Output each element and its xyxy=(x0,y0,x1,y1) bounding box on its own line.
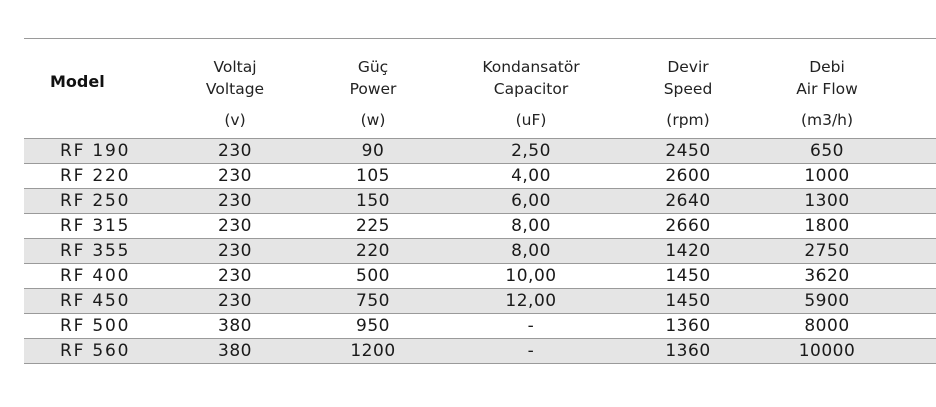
table-body xyxy=(24,138,936,364)
cell-airflow: 1000 xyxy=(804,166,850,186)
cell-speed: 1450 xyxy=(665,266,711,286)
cell-model: RF 500 xyxy=(60,316,131,336)
header-capacitor-en: Capacitor xyxy=(493,80,569,98)
cell-capacitor: 4,00 xyxy=(511,166,551,186)
cell-voltage: 230 xyxy=(218,141,252,161)
cell-speed: 1360 xyxy=(665,341,711,361)
cell-speed: 1360 xyxy=(665,316,711,336)
cell-capacitor: 8,00 xyxy=(511,216,551,236)
cell-voltage: 380 xyxy=(218,316,252,336)
cell-power: 150 xyxy=(356,191,390,211)
cell-speed: 1450 xyxy=(665,291,711,311)
cell-model: RF 220 xyxy=(60,166,131,186)
cell-airflow: 2750 xyxy=(804,241,850,261)
cell-model: RF 355 xyxy=(60,241,131,261)
cell-speed: 1420 xyxy=(665,241,711,261)
cell-model: RF 400 xyxy=(60,266,131,286)
header-airflow-tr: Debi xyxy=(809,58,845,76)
cell-model: RF 315 xyxy=(60,216,131,236)
cell-model: RF 560 xyxy=(60,341,131,361)
table-row xyxy=(24,213,936,238)
table-row xyxy=(24,338,936,364)
spec-table xyxy=(24,38,936,364)
header-speed-unit: (rpm) xyxy=(666,111,710,129)
cell-power: 500 xyxy=(356,266,390,286)
header-power-tr: Güç xyxy=(357,58,389,76)
header-airflow-en: Air Flow xyxy=(796,80,858,98)
cell-airflow: 1800 xyxy=(804,216,850,236)
cell-power: 105 xyxy=(356,166,390,186)
header-power-en: Power xyxy=(349,80,397,98)
cell-voltage: 230 xyxy=(218,291,252,311)
cell-capacitor: 8,00 xyxy=(511,241,551,261)
cell-airflow: 10000 xyxy=(798,341,856,361)
cell-capacitor: 12,00 xyxy=(505,291,557,311)
cell-speed: 2600 xyxy=(665,166,711,186)
table-row xyxy=(24,288,936,313)
header-voltage-unit: (v) xyxy=(224,111,246,129)
header-voltage-en: Voltage xyxy=(205,80,265,98)
header-capacitor-unit: (uF) xyxy=(515,111,547,129)
table-header xyxy=(24,39,936,138)
cell-capacitor: 10,00 xyxy=(505,266,557,286)
table-row xyxy=(24,313,936,338)
header-speed-tr: Devir xyxy=(667,58,709,76)
cell-capacitor: - xyxy=(527,316,535,336)
cell-voltage: 230 xyxy=(218,266,252,286)
cell-capacitor: 2,50 xyxy=(511,141,551,161)
cell-power: 90 xyxy=(361,141,385,161)
header-capacitor-tr: Kondansatör xyxy=(482,58,580,76)
header-power-unit: (w) xyxy=(360,111,386,129)
table-row xyxy=(24,238,936,263)
header-speed-en: Speed xyxy=(663,80,713,98)
cell-airflow: 650 xyxy=(810,141,844,161)
cell-power: 1200 xyxy=(350,341,396,361)
cell-speed: 2660 xyxy=(665,216,711,236)
cell-capacitor: - xyxy=(527,341,535,361)
cell-voltage: 230 xyxy=(218,216,252,236)
cell-airflow: 5900 xyxy=(804,291,850,311)
cell-power: 750 xyxy=(356,291,390,311)
cell-voltage: 230 xyxy=(218,166,252,186)
cell-capacitor: 6,00 xyxy=(511,191,551,211)
cell-voltage: 380 xyxy=(218,341,252,361)
cell-power: 225 xyxy=(356,216,390,236)
cell-voltage: 230 xyxy=(218,191,252,211)
cell-model: RF 450 xyxy=(60,291,131,311)
cell-airflow: 1300 xyxy=(804,191,850,211)
header-voltage-tr: Voltaj xyxy=(213,58,257,76)
header-model: Model xyxy=(50,72,105,91)
cell-speed: 2640 xyxy=(665,191,711,211)
cell-power: 220 xyxy=(356,241,390,261)
header-airflow-unit: (m3/h) xyxy=(800,111,854,129)
table-row xyxy=(24,163,936,188)
cell-speed: 2450 xyxy=(665,141,711,161)
cell-model: RF 190 xyxy=(60,141,131,161)
table-row xyxy=(24,263,936,288)
cell-airflow: 3620 xyxy=(804,266,850,286)
cell-voltage: 230 xyxy=(218,241,252,261)
cell-model: RF 250 xyxy=(60,191,131,211)
cell-airflow: 8000 xyxy=(804,316,850,336)
cell-power: 950 xyxy=(356,316,390,336)
table-row xyxy=(24,188,936,213)
table-row xyxy=(24,138,936,163)
